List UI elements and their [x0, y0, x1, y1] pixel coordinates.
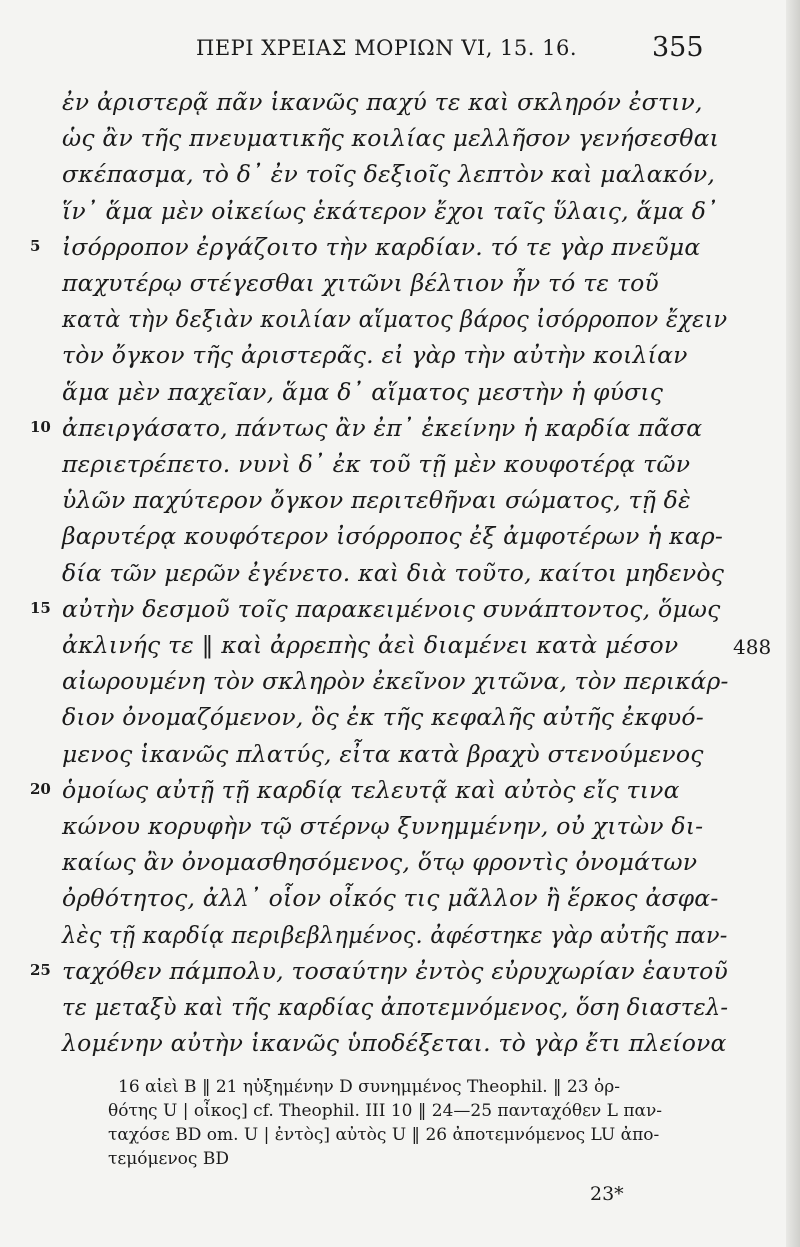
- text-line: [0, 917, 800, 957]
- line-number: 10: [30, 417, 51, 436]
- line-text: αἰωρουμένη τὸν σκληρὸν ἐκεῖνον χιτῶνα, τὸν περικάρ-: [62, 667, 729, 696]
- text-line: [0, 772, 800, 812]
- text-line: [0, 193, 800, 233]
- line-text: μενος ἱκανῶς πλατύς, εἶτα κατὰ βραχὺ στενούμενος: [62, 739, 704, 768]
- line-number: 5: [30, 236, 41, 255]
- text-line: [0, 84, 800, 124]
- printer-signature: 23*: [590, 1183, 624, 1205]
- line-text: λὲς τῇ καρδίᾳ περιβεβλημένος. ἀφέστηκε γὰρ αὐτῆς παν-: [62, 920, 728, 949]
- line-text: ὀρθότητος, ἀλλ᾽ οἷον οἶκός τις μᾶλλον ἢ ἕρκος ἀσφα-: [62, 884, 719, 913]
- text-line: [0, 736, 800, 776]
- line-text: ἵν᾽ ἅμα μὲν οἰκείως ἑκάτερον ἔχοι ταῖς ὕλαις, ἅμα δ᾽: [62, 196, 718, 225]
- line-text: περιετρέπετο. νυνὶ δ᾽ ἐκ τοῦ τῇ μὲν κουφοτέρᾳ τῶν: [62, 450, 691, 478]
- line-text: διον ὀνομαζόμενον, ὃς ἐκ τῆς κεφαλῆς αὐτῆς ἐκφυό-: [62, 703, 704, 732]
- text-line: [0, 120, 800, 160]
- text-line: [0, 555, 800, 595]
- line-text: ἅμα μὲν παχεῖαν, ἅμα δ᾽ αἵματος μεστὴν ἡ φύσις: [62, 377, 664, 406]
- text-line: [0, 410, 800, 450]
- text-line: [0, 591, 800, 631]
- line-text: ὁμοίως αὐτῇ τῇ καρδίᾳ τελευτᾷ καὶ αὐτὸς εἴς τινα: [62, 775, 680, 804]
- text-line: [0, 374, 800, 414]
- line-text: ταχόθεν πάμπολυ, τοσαύτην ἐντὸς εὐρυχωρίαν ἑαυτοῦ: [62, 956, 728, 985]
- margin-page-reference: 488: [733, 635, 772, 659]
- line-text: τε μεταξὺ καὶ τῆς καρδίας ἀποτεμνόμενος, ὅση διαστελ-: [62, 993, 729, 1021]
- text-line: [0, 337, 800, 377]
- text-line: [0, 482, 800, 522]
- line-text: ἀπειργάσατο, πάντως ἂν ἐπ᾽ ἐκείνην ἡ καρδία πᾶσα: [62, 413, 703, 442]
- line-text: αὐτὴν δεσμοῦ τοῖς παρακειμένοις συνάπτοντος, ὅμως: [62, 594, 721, 623]
- text-line: [0, 663, 800, 703]
- text-line: [0, 446, 800, 486]
- line-text: δία τῶν μερῶν ἐγένετο. καὶ διὰ τοῦτο, καίτοι μηδενὸς: [62, 558, 725, 587]
- line-text: σκέπασμα, τὸ δ᾽ ἐν τοῖς δεξιοῖς λεπτὸν καὶ μαλακόν,: [62, 160, 715, 189]
- line-text: κατὰ τὴν δεξιὰν κοιλίαν αἵματος βάρος ἰσόρροπον ἔχειν: [62, 305, 728, 334]
- line-text: λομένην αὐτὴν ἱκανῶς ὑποδέξεται. τὸ γὰρ ἔτι πλείονα: [62, 1029, 727, 1058]
- text-line: [0, 844, 800, 884]
- line-number: 25: [30, 960, 51, 979]
- text-line: [0, 808, 800, 848]
- text-line: [0, 301, 800, 341]
- text-line: [0, 156, 800, 196]
- footnote-line: ταχόσε BD om. U | ἐντὸς] αὐτὸς U ‖ 26 ἀποτεμνόμενος LU ἀπο-: [108, 1125, 660, 1145]
- line-text: βαρυτέρᾳ κουφότερον ἰσόρροπος ἐξ ἀμφοτέρων ἡ καρ-: [62, 522, 724, 551]
- line-number: 15: [30, 598, 51, 617]
- line-text: ἰσόρροπον ἐργάζοιτο τὴν καρδίαν. τό τε γὰρ πνεῦμα: [62, 232, 701, 261]
- text-line: [0, 627, 800, 667]
- running-title: ΠΕΡΙ ΧΡΕΙΑΣ ΜΟΡΙΩΝ VI, 15. 16.: [196, 36, 578, 60]
- text-line: [0, 518, 800, 558]
- footnote-line: τεμόμενος BD: [108, 1149, 229, 1169]
- text-line: [0, 989, 800, 1029]
- line-number: 20: [30, 779, 51, 798]
- line-text: ἀκλινής τε ‖ καὶ ἀρρεπὴς ἀεὶ διαμένει κατὰ μέσον: [62, 631, 679, 659]
- line-text: καίως ἂν ὀνομασθησόμενος, ὅτῳ φροντὶς ὀνομάτων: [62, 848, 698, 877]
- footnote-line: θότης U | οἶκος] cf. Theophil. III 10 ‖ 24—25 πανταχόθεν L παν-: [108, 1101, 663, 1121]
- text-line: [0, 265, 800, 305]
- text-line: [0, 229, 800, 269]
- footnote-line: 16 αἰεὶ B ‖ 21 ηὐξημένην D συνημμένος Theophil. ‖ 23 ὀρ-: [118, 1077, 620, 1097]
- page-header: [0, 30, 800, 70]
- line-text: ὡς ἂν τῆς πνευματικῆς κοιλίας μελλῆσον γενήσεσθαι: [62, 124, 720, 153]
- line-text: τὸν ὄγκον τῆς ἀριστερᾶς. εἰ γὰρ τὴν αὐτὴν κοιλίαν: [62, 341, 688, 370]
- text-line: [0, 1025, 800, 1065]
- text-line: [0, 880, 800, 920]
- line-text: ὑλῶν παχύτερον ὄγκον περιτεθῆναι σώματος, τῇ δὲ: [62, 486, 691, 515]
- line-text: κώνου κορυφὴν τῷ στέρνῳ ξυνημμένην, οὐ χιτὼν δι-: [62, 812, 704, 840]
- text-line: [0, 953, 800, 993]
- page-number: 355: [652, 32, 704, 63]
- line-text: παχυτέρῳ στέγεσθαι χιτῶνι βέλτιον ἦν τό τε τοῦ: [62, 269, 659, 297]
- text-line: [0, 699, 800, 739]
- line-text: ἐν ἀριστερᾷ πᾶν ἱκανῶς παχύ τε καὶ σκληρόν ἐστιν,: [62, 88, 703, 116]
